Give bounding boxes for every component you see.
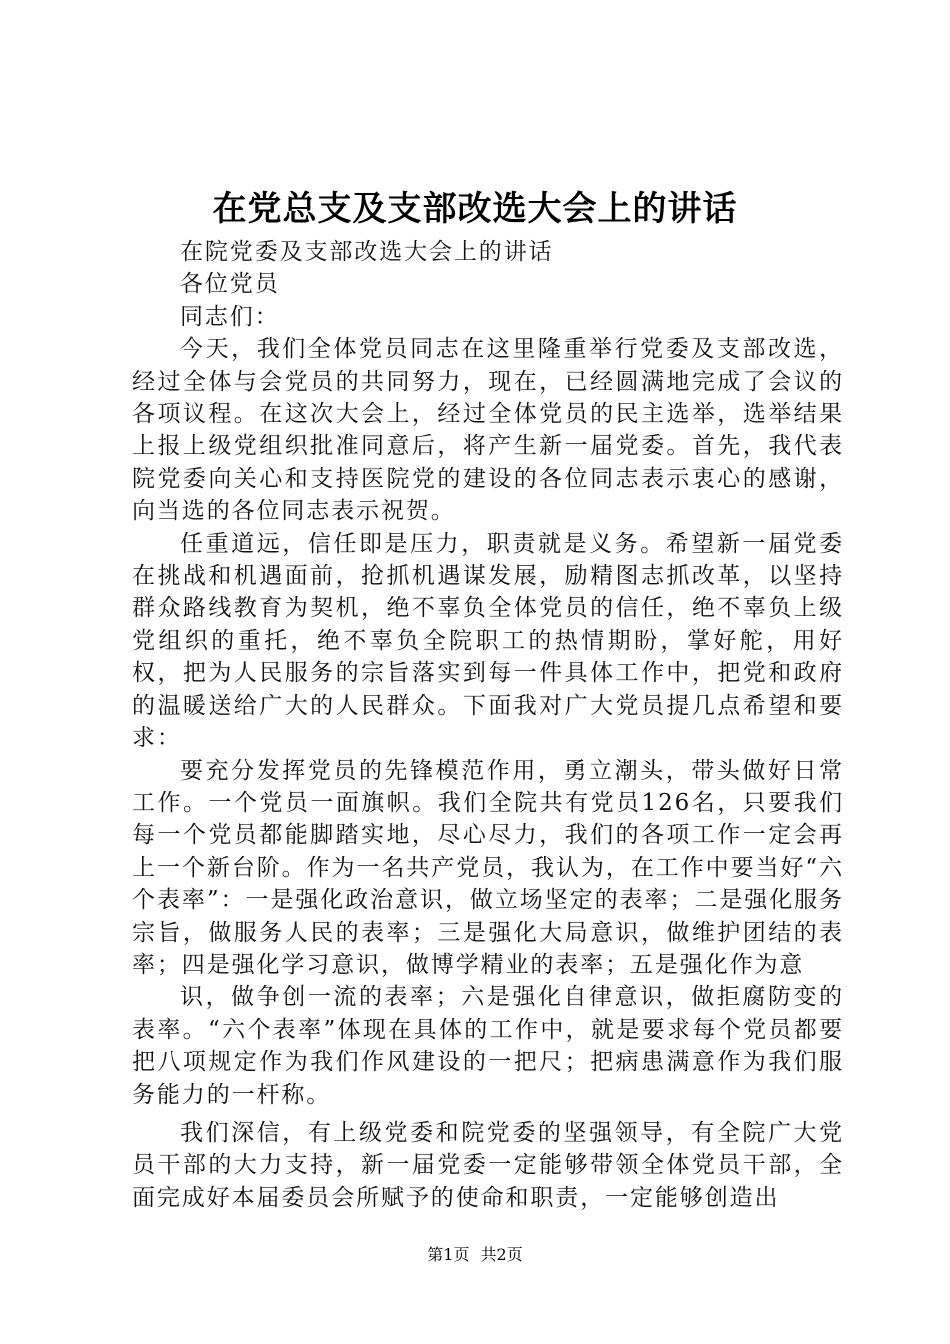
paragraph-opening: 今天，我们全体党员同志在这里隆重举行党委及支部改选，经过全体与会党员的共同努力，现在，已经圆满地完成了会议的各项议程。在这次大会上，经过全体党员的民主选举，选举结果上报上级党组织批准同意后，将产生新一届党委。首先，我代表院党委向关心和支持医院党的建设的各位同志表示衷心的感谢，向当选的各位同志表示祝贺。 [132, 336, 844, 525]
paragraph-salutation-comrades: 同志们： [180, 303, 280, 330]
paragraph-salutation-members: 各位党员 [180, 271, 280, 298]
paragraph-requirements-continued: 识，做争创一流的表率；六是强化自律意识，做拒腐防变的表率。“六个表率”体现在具体的工作中，就是要求每个党员都要把八项规定作为我们作风建设的一把尺；把病患满意作为我们服务能力的一杆称。 [132, 984, 844, 1108]
page-footer [0, 1244, 950, 1266]
document-body [132, 236, 844, 1214]
page-number-current: 第1页 [427, 1245, 470, 1264]
paragraph-requirements: 要充分发挥党员的先锋模范作用，勇立潮头，带头做好日常工作。一个党员一面旗帜。我们全院共有党员126名，只要我们每一个党员都能脚踏实地，尽心尽力，我们的各项工作一定会再上一个新台阶。作为一名共产党员，我认为，在工作中要当好“六个表率”：一是强化政治意识，做立场坚定的表率；二是强化服务宗旨，做服务人民的表率；三是强化大局意识，做维护团结的表率；四是强化学习意识，做博学精业的表率；五是强化作为意 [132, 757, 844, 978]
document-title: 在党总支及支部改选大会上的讲话 [212, 189, 738, 229]
paragraph-subtitle: 在院党委及支部改选大会上的讲话 [180, 239, 554, 265]
page-number-total: 共2页 [480, 1245, 523, 1264]
paragraph-expectations: 任重道远，信任即是压力，职责就是义务。希望新一届党委在挑战和机遇面前，抢抓机遇谋发展，励精图志抓改革，以坚持群众路线教育为契机，绝不辜负全体党员的信任，绝不辜负上级党组织的重托，绝不辜负全院职工的热情期盼，掌好舵，用好权，把为人民服务的宗旨落实到每一件具体工作中，把党和政府的温暖送给广大的人民群众。下面我对广大党员提几点希望和要求： [132, 530, 844, 752]
paragraph-conclusion: 我们深信，有上级党委和院党委的坚强领导，有全院广大党员干部的大力支持，新一届党委一定能够带领全体党员干部，全面完成好本届委员会所赋予的使命和职责，一定能够创造出 [132, 1119, 844, 1211]
